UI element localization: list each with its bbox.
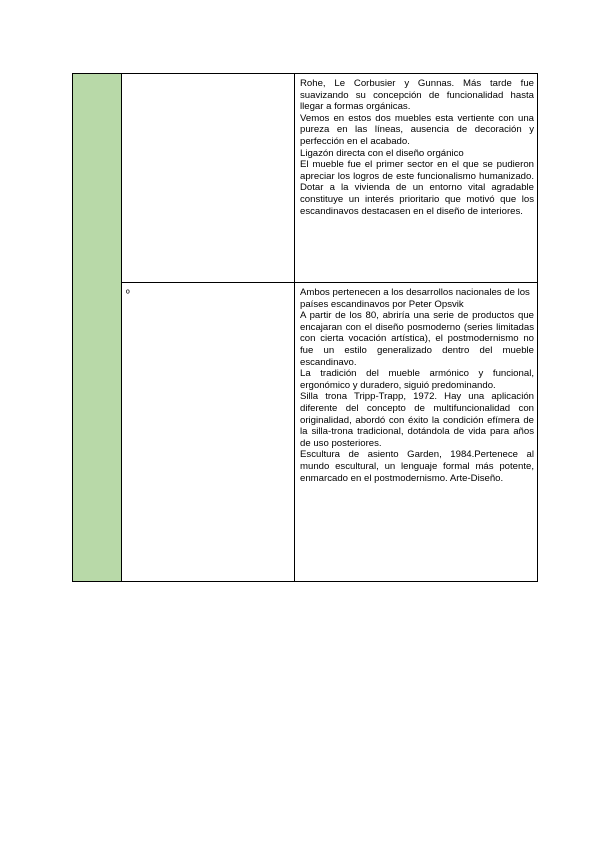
paragraph: Rohe, Le Corbusier y Gunnas. Más tarde fue suavizando su concepción de funcionalidad hasta llegar a formas orgánicas. <box>300 78 534 113</box>
text-cell <box>295 74 538 283</box>
paragraph: Vemos en estos dos muebles esta vertiente con una pureza en las líneas, ausencia de decoración y perfección en el acabado. <box>300 112 534 147</box>
paragraph: Silla trona Tripp-Trapp, 1972. Hay una aplicación diferente del concepto de multifuncionalidad con originalidad, abordó con éxito la condición efímera de la silla-trona tradicional, dotándola de vida para años de uso posteriores. <box>300 391 534 449</box>
paragraph: Ambos pertenecen a los desarrollos nacionales de los países escandinavos por Peter Opsvik <box>300 287 530 310</box>
paragraph: A partir de los 80, abriría una serie de productos que encajaran con el diseño posmoderno (series limitadas con cierta vocación artística), el postmodernismo no fue un estilo generalizado dentro del mueble escandinavo. <box>300 310 534 368</box>
paragraph: Ligazón directa con el diseño orgánico <box>300 147 464 159</box>
green-side-column <box>73 74 122 582</box>
table-row <box>73 283 538 582</box>
cell-marker: º <box>126 289 130 300</box>
paragraph: El mueble fue el primer sector en el que se pudieron apreciar los logros de este funcionalismo humanizado. Dotar a la vivienda de un entorno vital agradable constituye un interés prioritario que motivó que los escandinavos destacasen en el diseño de interiores. <box>300 159 534 217</box>
content-table <box>72 73 538 582</box>
image-cell <box>122 283 295 582</box>
paragraph: Escultura de asiento Garden, 1984.Pertenece al mundo escultural, un lenguaje formal más potente, enmarcado en el postmodernismo. Arte-Diseño. <box>300 449 534 484</box>
table-row <box>73 74 538 283</box>
image-cell <box>122 74 295 283</box>
paragraph: La tradición del mueble armónico y funcional, ergonómico y duradero, siguió predominando. <box>300 368 534 391</box>
text-cell <box>295 283 538 582</box>
